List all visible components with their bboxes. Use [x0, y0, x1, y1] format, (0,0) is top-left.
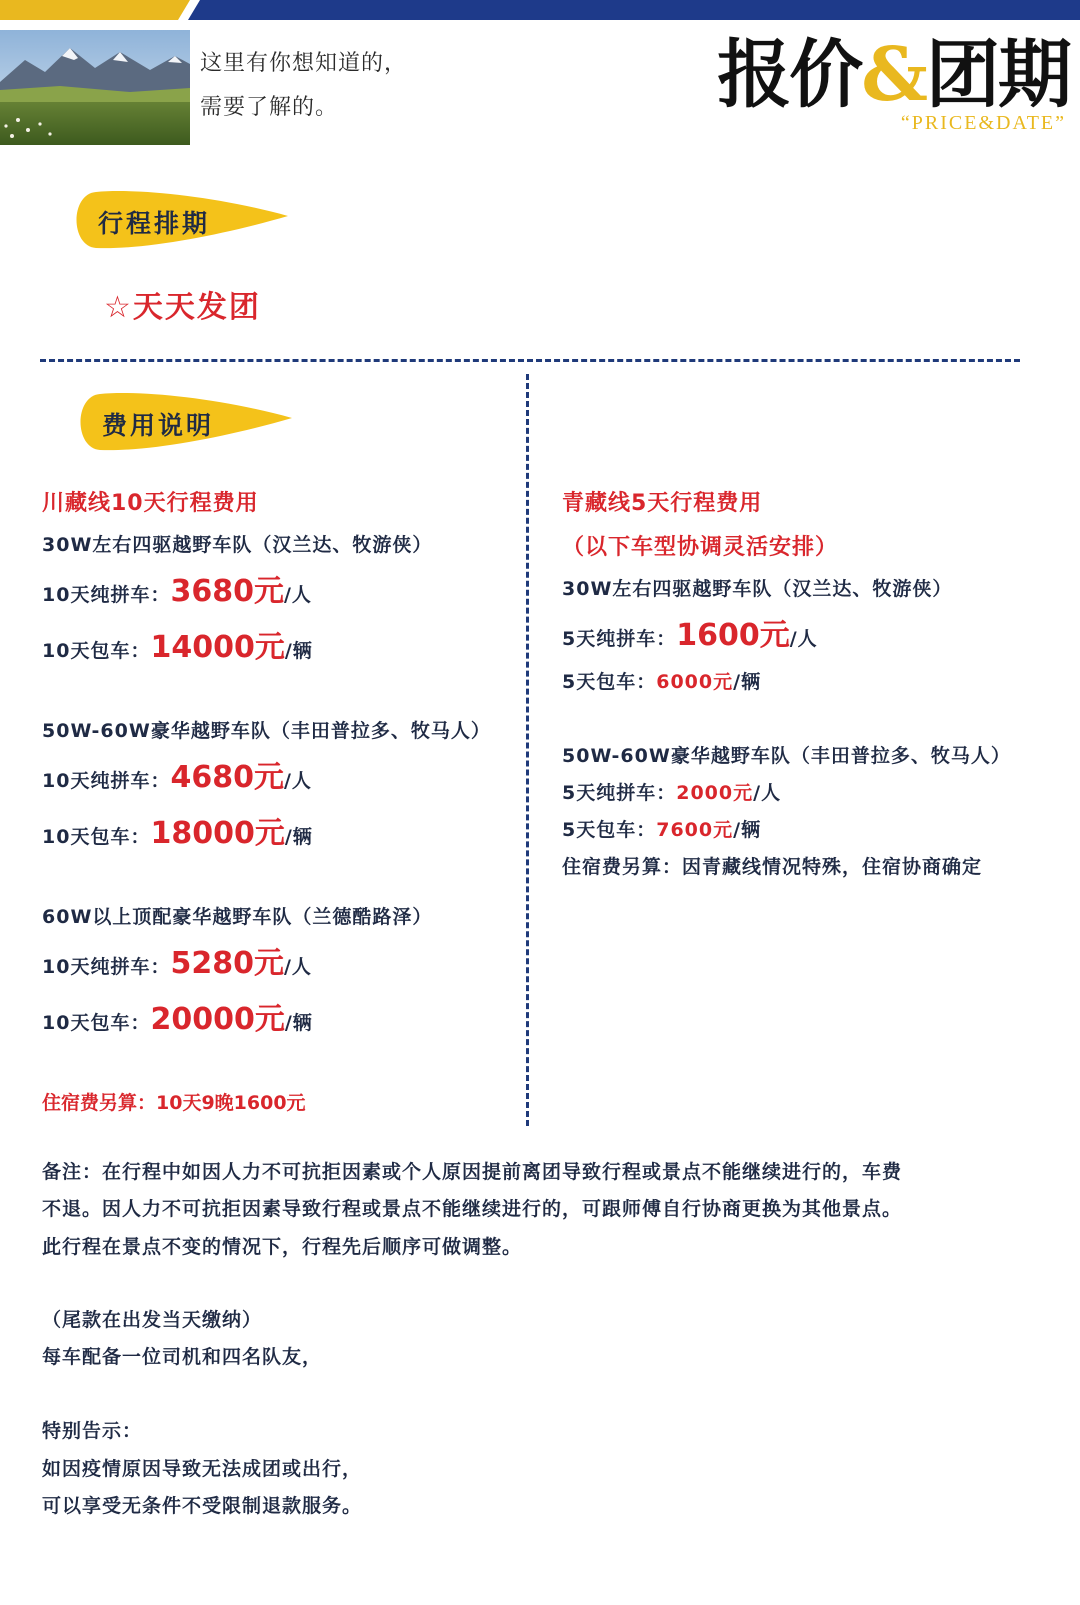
- fees-section-label: 费用说明: [102, 411, 215, 440]
- charter-price: 20000元: [150, 1002, 285, 1037]
- charter-unit: /辆: [733, 819, 762, 841]
- charter-price: 18000元: [150, 816, 285, 851]
- tagline-line-2: 需要了解的。: [200, 95, 339, 120]
- charter-label: 10天包车：: [42, 826, 151, 848]
- charter-unit: /辆: [284, 640, 313, 662]
- landscape-photo: [0, 30, 190, 145]
- star-icon: ☆: [104, 290, 133, 325]
- charter-label: 5天包车：: [562, 819, 657, 841]
- charter-price: 6000元: [656, 671, 734, 693]
- shared-unit: /人: [789, 628, 818, 650]
- remark-line-2: 不退。因人力不可抗拒因素导致行程或景点不能继续进行的，可跟师傅自行协商更换为其他景点。: [42, 1198, 903, 1220]
- special-notice-line-2: 可以享受无条件不受限制退款服务。: [42, 1495, 363, 1517]
- lodging-label: 住宿费另算：: [42, 1092, 157, 1114]
- staffing-note: 每车配备一位司机和四名队友，: [42, 1346, 323, 1368]
- charter-unit: /辆: [284, 826, 313, 848]
- sichuan-lodging: [42, 1088, 306, 1115]
- horizontal-divider: [40, 359, 1020, 362]
- charter-unit: /辆: [284, 1012, 313, 1034]
- daily-departure-text: 天天发团: [132, 290, 261, 325]
- qinghai-subtitle: （以下车型协调灵活安排）: [562, 535, 839, 560]
- shared-label: 10天纯拼车：: [42, 956, 171, 978]
- charter-label: 10天包车：: [42, 640, 151, 662]
- sichuan-title: 川藏线10天行程费用: [42, 491, 259, 516]
- lodging-value: 10天9晚1600元: [156, 1092, 306, 1114]
- shared-label: 5天纯拼车：: [562, 628, 677, 650]
- page-title: [717, 30, 1070, 120]
- charter-price: 14000元: [150, 630, 285, 665]
- qinghai-charter-price-2: [562, 815, 761, 842]
- balance-note: （尾款在出发当天缴纳）: [42, 1309, 263, 1331]
- charter-label: 5天包车：: [562, 671, 657, 693]
- remark-line-1: 备注：在行程中如因人力不可抗拒因素或个人原因提前离团导致行程或景点不能继续进行的，车费: [42, 1161, 903, 1183]
- qinghai-shared-price-2: [562, 778, 781, 805]
- shared-unit: /人: [283, 956, 312, 978]
- qinghai-charter-price-1: [562, 667, 761, 694]
- qinghai-fleet-2: 50W-60W豪华越野车队（丰田普拉多、牧马人）: [562, 745, 1011, 767]
- shared-price: 2000元: [676, 782, 754, 804]
- vertical-divider: [526, 374, 529, 1126]
- special-notice-line-1: 如因疫情原因导致无法成团或出行，: [42, 1458, 363, 1480]
- sichuan-charter-price-2: [42, 808, 313, 852]
- title-ampersand: &: [861, 32, 926, 118]
- sichuan-shared-price-2: [42, 752, 312, 796]
- sichuan-shared-price-1: [42, 566, 312, 610]
- shared-price: 4680元: [170, 760, 284, 795]
- qinghai-fleet-1: 30W左右四驱越野车队（汉兰达、牧游侠）: [562, 578, 953, 600]
- sichuan-charter-price-1: [42, 622, 313, 666]
- title-part-price: 报价: [717, 32, 862, 118]
- schedule-section-label: 行程排期: [98, 209, 211, 238]
- daily-departure: [104, 282, 261, 326]
- shared-price: 5280元: [170, 946, 284, 981]
- qinghai-title: 青藏线5天行程费用: [562, 491, 763, 516]
- title-part-date: 团期: [926, 32, 1070, 118]
- qinghai-lodging: 住宿费另算：因青藏线情况特殊，住宿协商确定: [562, 856, 983, 878]
- shared-price: 1600元: [676, 618, 790, 653]
- shared-label: 10天纯拼车：: [42, 770, 171, 792]
- top-color-bar: [0, 0, 1080, 20]
- sichuan-fleet-1: 30W左右四驱越野车队（汉兰达、牧游侠）: [42, 534, 433, 556]
- special-notice-title: 特别告示：: [42, 1420, 143, 1442]
- qinghai-shared-price-1: [562, 610, 818, 654]
- tagline-line-1: 这里有你想知道的，: [200, 51, 408, 76]
- sichuan-charter-price-3: [42, 994, 313, 1038]
- charter-price: 7600元: [656, 819, 734, 841]
- shared-unit: /人: [753, 782, 782, 804]
- shared-unit: /人: [283, 770, 312, 792]
- page-subtitle: “PRICE&DATE”: [900, 112, 1066, 134]
- sichuan-fleet-3: 60W以上顶配豪华越野车队（兰德酷路泽）: [42, 906, 433, 928]
- charter-unit: /辆: [733, 671, 762, 693]
- shared-label: 5天纯拼车：: [562, 782, 677, 804]
- charter-label: 10天包车：: [42, 1012, 151, 1034]
- shared-label: 10天纯拼车：: [42, 584, 171, 606]
- shared-price: 3680元: [170, 574, 284, 609]
- shared-unit: /人: [283, 584, 312, 606]
- sichuan-shared-price-3: [42, 938, 312, 982]
- sichuan-fleet-2: 50W-60W豪华越野车队（丰田普拉多、牧马人）: [42, 720, 491, 742]
- remark-line-3: 此行程在景点不变的情况下，行程先后顺序可做调整。: [42, 1236, 523, 1258]
